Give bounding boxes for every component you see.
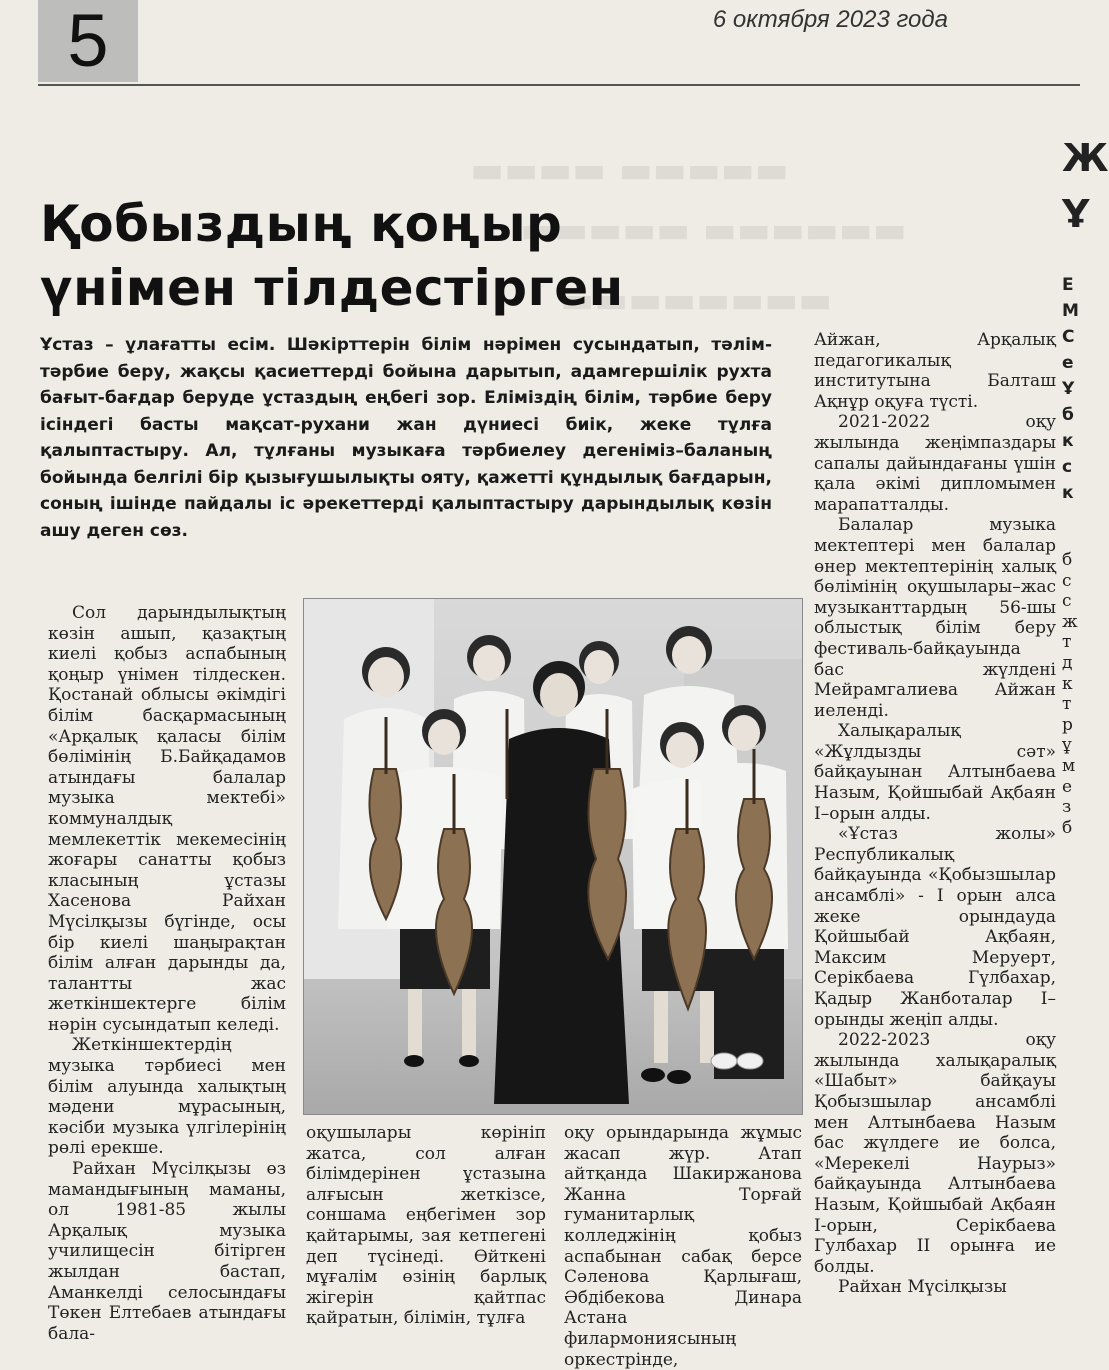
edge-letter: М <box>1062 301 1079 321</box>
edge-letter: б <box>1062 817 1073 838</box>
edge-letter: е <box>1062 776 1073 797</box>
header-rule <box>38 84 1080 86</box>
edge-letter: б <box>1062 405 1074 425</box>
photo-illustration <box>304 599 802 1114</box>
edge-letter: м <box>1062 755 1076 776</box>
body-column-1 <box>48 603 286 1348</box>
body-column-3 <box>564 1123 802 1370</box>
edge-letter: к <box>1062 483 1074 503</box>
paragraph: Жеткіншектердің музыка тәрбиесі мен білім алуында халықтың мәдени мұрасының, кәсіби музыка үлгілерінің рөлі ерекше. <box>48 1035 286 1159</box>
paragraph: Халықаралық «Жұлдызды сәт» байқауынан Алтынбаева Назым, Қойшыбай Ақбаян І–орын алды. <box>814 721 1056 824</box>
edge-letter: д <box>1062 652 1073 673</box>
edge-letter: к <box>1062 673 1073 694</box>
adjacent-article-lead-edge <box>1062 272 1080 506</box>
edge-letter: р <box>1062 714 1073 735</box>
edge-letter: Ж <box>1062 136 1109 180</box>
paragraph: оқу орындарында жұмыс жасап жүр. Атап айтқанда Шакиржанова Жанна Торғай гуманитарлық колледжінің қобыз аспабынан сабақ берсе Сәленова Қарлығаш, Әбдібекова Динара Астана филармониясының оркестрінде, <box>564 1123 802 1370</box>
edge-letter: з <box>1062 797 1072 818</box>
paragraph: Райхан Мүсілқызы <box>838 1277 1007 1298</box>
edge-letter: ж <box>1062 611 1078 632</box>
adjacent-article-headline-edge <box>1062 130 1109 242</box>
paragraph: оқушылары көрініп жатса, сол алған білімдерінен ұстазына алғысын жеткізсе, соншама еңбегімен зор қайтарымы, зая кетпегені деп түсінеді. Өйткені мұғалім өзінің барлық жігерін қайтпас қайратын, білімін, тұлға <box>306 1123 546 1329</box>
article-headline <box>40 192 800 320</box>
bleed-through-shape: ▬▬▬▬ ▬▬▬▬▬ <box>470 150 789 191</box>
edge-letter: с <box>1062 570 1072 591</box>
edge-letter: б <box>1062 550 1073 570</box>
edge-letter: С <box>1062 327 1075 347</box>
article-lead: Ұстаз – ұлағатты есім. Шәкірттерін білім нәрімен сусындатып, тәлім-тәрбие беру, жақсы қасиеттерді бойына дарытып, адамгершілік рухта бағыт-бағдар беруде ұстаздың еңбегі зор. Еліміздің білім, тәрбие беру ісіндегі басты мақсат-рухани жан дүниесі биік, жеке тұлға қалыптастыру. Ал, тұлғаны музыкаға тәрбиелеу дегеніміз–баланың бойында белгілі бір қызығушылықты ояту, қажетті құндылық бағдарын, соның ішінде пайдалы іс әрекеттерді қалыптастыру дарындылық көзін ашу деген сөз. <box>40 335 772 541</box>
body-column-2 <box>306 1123 546 1348</box>
edge-letter: с <box>1062 457 1073 477</box>
bleed-through-shape: ▬▬▬▬▬▬▬▬ <box>560 280 833 321</box>
issue-date: 6 октября 2023 года <box>712 6 948 33</box>
body-column-4 <box>814 330 1056 1348</box>
paragraph: Айжан, Арқалық педагогикалық институтына Балташ Ақнұр оқуға түсті. <box>814 330 1056 412</box>
paragraph: Райхан Мүсілқызы өз мамандығының маманы, ол 1981-85 жылы Арқалық музыка училищесін бітірген жылдан бастап, Аманкелді селосындағы Төкен Елтебаев атындағы бала- <box>48 1159 286 1344</box>
edge-letter: е <box>1062 353 1074 373</box>
edge-letter: к <box>1062 431 1074 451</box>
edge-letter: Ұ <box>1062 379 1075 399</box>
page-number: 5 <box>38 0 138 82</box>
paragraph: Балалар музыка мектептері мен балалар өнер мектептерінің халық бөлімінің оқушылары–жас музыканттардың 56-шы облыстық білім беру фестиваль-байқауында бас жүлдені Мейрамгалиева Айжан иеленді. <box>814 515 1056 721</box>
paragraph: «Ұстаз жолы» Республикалық байқауында «Қобызшылар ансамблі» - І орын алса жеке орындауда Қойшыбай Ақбаян, Максим Меруерт, Серікбаева Гүлбахар, Қадыр Жанботалар І–орынды жеңіп алды. <box>814 824 1056 1030</box>
headline-line: үнімен тілдестірген <box>40 258 624 317</box>
headline-line: Қобыздың қоңыр <box>40 194 563 253</box>
paragraph: 2021-2022 оқу жылында жеңімпаздары сапалы дайындағаны үшін қала әкімі дипломымен марапатталды. <box>814 412 1056 515</box>
paragraph: 2022-2023 оқу жылында халықаралық «Шабыт» байқауы Қобызшылар ансамблі мен Алтынбаева Назым бас жүлдеге ие болса, «Мерекелі Наурыз» байқауында Алтынбаева Назым, Қойшыбай Ақбаян І-орын, Серікбаева Гулбахар ІІ орынға ие болды. <box>814 1030 1056 1277</box>
edge-letter: Е <box>1062 275 1074 295</box>
article-photo <box>303 598 803 1115</box>
edge-letter: ұ <box>1062 735 1072 756</box>
edge-letter: т <box>1062 694 1072 715</box>
bleed-through-shape: ▬▬▬▬▬ ▬▬▬▬▬▬ <box>520 210 907 251</box>
edge-letter: т <box>1062 632 1072 653</box>
edge-letter: Ұ <box>1062 192 1090 236</box>
edge-letter: с <box>1062 591 1072 612</box>
paragraph: Сол дарындылықтың көзін ашып, қазақтың киелі қобыз аспабының қоңыр үнімен тілдескен. Қостанай облысы әкімдігі білім басқармасының «Арқалық қаласы білім бөлімінің Б.Байқадамов атындағы балалар музыка мектебі» коммуналдық мемлекеттік мекемесінің жоғары санатты қобыз класының ұстазы Хасенова Райхан Мүсілқызы бүгінде, осы бір киелі шаңырақтан білім алған дарынды да, талантты жас жеткіншектерге білім нәрін сусындатып келеді. <box>48 603 286 1035</box>
adjacent-article-body-edge <box>1062 550 1080 838</box>
